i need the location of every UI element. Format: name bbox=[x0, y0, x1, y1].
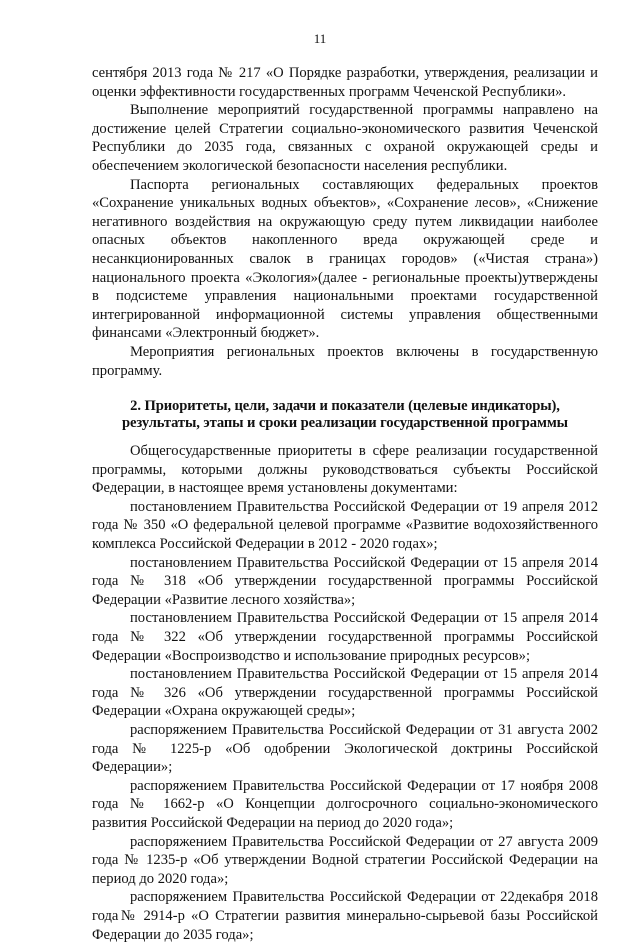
section-heading bbox=[92, 398, 598, 432]
section-heading-line: 2. Приоритеты, цели, задачи и показатели (целевые индикаторы), bbox=[130, 398, 560, 415]
paragraph: Паспорта региональных составляющих федеральных проектов «Сохранение уникальных водных объектов», «Сохранение лесов», «Снижение негативного воздействия на окружающую среду путем ликвидации наиболее опасных объектов накопленного вреда окружающей среде и несанкционированных свалок в границах городов» («Чистая страна») национального проекта «Экология»(далее - региональные проекты)утверждены в подсистеме управления национальными проектами государственной интегрированной информационной системы управления общественными финансами «Электронный бюджет». bbox=[92, 176, 598, 342]
paragraph: распоряжением Правительства Российской Федерации от 22декабря 2018 года№ 2914-р «О Стратегии развития минерально-сырьевой базы Российской Федерации до 2035 года»; bbox=[92, 889, 598, 943]
paragraph: распоряжением Правительства Российской Федерации от 31 августа 2002 года № 1225-р «Об одобрении Экологической доктрины Российской Федерации»; bbox=[92, 722, 598, 776]
section-heading-line: результаты, этапы и сроки реализации государственной программы bbox=[122, 415, 568, 432]
paragraph: постановлением Правительства Российской Федерации от 15 апреля 2014 года № 326 «Об утверждении государственной программы Российской Федерации «Охрана окружающей среды»; bbox=[92, 666, 598, 720]
paragraph: постановлением Правительства Российской Федерации от 15 апреля 2014 года № 318 «Об утверждении государственной программы Российской Федерации «Развитие лесного хозяйства»; bbox=[92, 554, 598, 608]
page-number: 11 bbox=[313, 31, 327, 46]
paragraph: распоряжением Правительства Российской Федерации от 27 августа 2009 года № 1235-р «Об утверждении Водной стратегии Российской Федерации на период до 2020 года»; bbox=[92, 833, 598, 887]
paragraph: Общегосударственные приоритеты в сфере реализации государственной программы, которыми должны руководствоваться субъекты Российской Федерации, в настоящее время установлены документами: bbox=[92, 443, 598, 497]
paragraph: постановлением Правительства Российской Федерации от 19 апреля 2012 года № 350 «О федеральной целевой программе «Развитие водохозяйственного комплекса Российской Федерации в 2012 - 2020 годах»; bbox=[92, 498, 598, 553]
paragraph: постановлением Правительства Российской Федерации от 15 апреля 2014 года № 322 «Об утверждении государственной программы Российской Федерации «Воспроизводство и использование природных ресурсов»; bbox=[92, 610, 598, 664]
paragraph: сентября 2013 года № 217 «О Порядке разработки, утверждения, реализации и оценки эффективности государственных программ Чеченской Республики». bbox=[92, 65, 598, 100]
paragraph: распоряжением Правительства Российской Федерации от 17 ноября 2008 года № 1662-р «О Концепции долгосрочного социально-экономического развития Российской Федерации на период до 2020 года»; bbox=[92, 777, 598, 831]
paragraph: Выполнение мероприятий государственной программы направлено на достижение целей Стратегии социально-экономического развития Чеченской Республики до 2035 года, связанных с охраной окружающей среды и обеспечением экологической безопасности населения республики. bbox=[92, 102, 598, 174]
paragraph: Мероприятия региональных проектов включены в государственную программу. bbox=[92, 343, 598, 379]
document-body bbox=[92, 64, 598, 944]
